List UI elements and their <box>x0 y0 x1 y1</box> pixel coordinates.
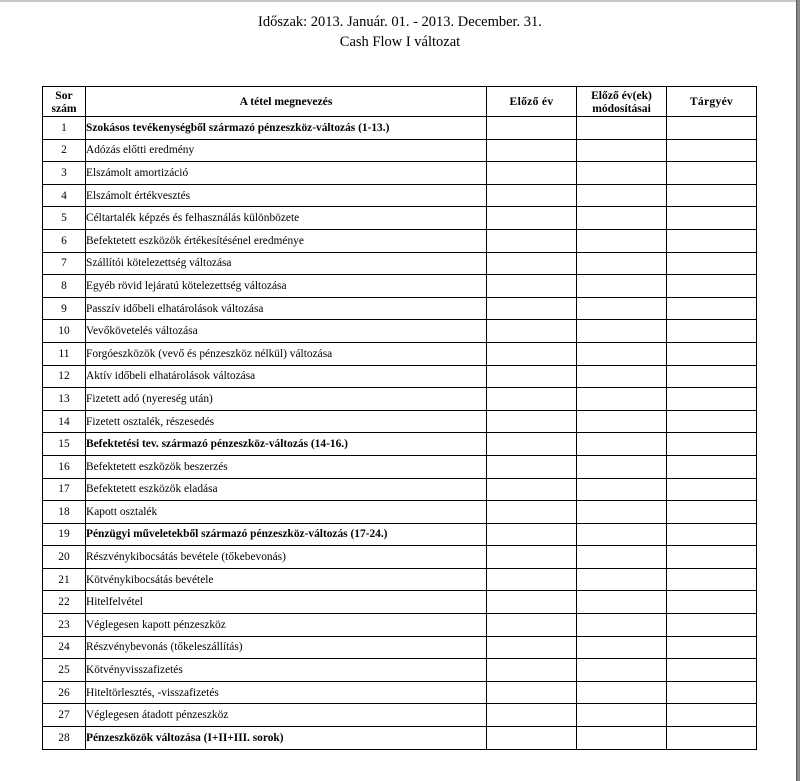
report-period: Időszak: 2013. Január. 01. - 2013. December. 31. <box>258 14 542 30</box>
modifications-cell[interactable] <box>577 433 667 456</box>
row-label: Befektetett eszközök eladása <box>86 478 487 501</box>
previous-year-cell[interactable] <box>487 162 577 185</box>
modifications-cell[interactable] <box>577 523 667 546</box>
row-number: 2 <box>43 139 86 162</box>
cash-flow-table <box>42 86 757 750</box>
current-year-cell[interactable] <box>667 139 757 162</box>
previous-year-cell[interactable] <box>487 614 577 637</box>
table-header-row <box>43 87 757 117</box>
row-number: 6 <box>43 229 86 252</box>
previous-year-cell[interactable] <box>487 659 577 682</box>
row-label: Vevőkövetelés változása <box>86 320 487 343</box>
table-row <box>43 681 757 704</box>
row-label: Egyéb rövid lejáratú kötelezettség változása <box>86 275 487 298</box>
row-number: 10 <box>43 320 86 343</box>
current-year-cell[interactable] <box>667 523 757 546</box>
row-label: Befektetési tev. származó pénzeszköz-változás (14-16.) <box>86 433 487 456</box>
table-row <box>43 139 757 162</box>
current-year-cell[interactable] <box>667 388 757 411</box>
table-row <box>43 297 757 320</box>
row-label: Kötvényvisszafizetés <box>86 659 487 682</box>
row-label: Szokásos tevékenységből származó pénzeszköz-változás (1-13.) <box>86 117 487 140</box>
table-row <box>43 546 757 569</box>
table-row <box>43 704 757 727</box>
row-number: 26 <box>43 681 86 704</box>
row-label: Elszámolt értékvesztés <box>86 184 487 207</box>
current-year-cell[interactable] <box>667 455 757 478</box>
row-label: Véglegesen átadott pénzeszköz <box>86 704 487 727</box>
row-label: Véglegesen kapott pénzeszköz <box>86 614 487 637</box>
previous-year-cell[interactable] <box>487 320 577 343</box>
table-row <box>43 252 757 275</box>
row-label: Befektetett eszközök beszerzés <box>86 455 487 478</box>
modifications-cell[interactable] <box>577 410 667 433</box>
row-label: Pénzügyi műveletekből származó pénzeszköz-változás (17-24.) <box>86 523 487 546</box>
row-label: Adózás előtti eredmény <box>86 139 487 162</box>
current-year-cell[interactable] <box>667 727 757 750</box>
modifications-cell[interactable] <box>577 365 667 388</box>
column-header-item-name: A tétel megnevezés <box>86 87 487 117</box>
table-body <box>43 117 757 750</box>
row-label: Kapott osztalék <box>86 501 487 524</box>
modifications-cell[interactable] <box>577 252 667 275</box>
current-year-cell[interactable] <box>667 410 757 433</box>
modifications-cell[interactable] <box>577 659 667 682</box>
previous-year-cell[interactable] <box>487 297 577 320</box>
previous-year-cell[interactable] <box>487 342 577 365</box>
current-year-cell[interactable] <box>667 681 757 704</box>
row-number: 23 <box>43 614 86 637</box>
current-year-cell[interactable] <box>667 433 757 456</box>
previous-year-cell[interactable] <box>487 252 577 275</box>
modifications-cell[interactable] <box>577 184 667 207</box>
table-row <box>43 614 757 637</box>
modifications-cell[interactable] <box>577 478 667 501</box>
row-number: 1 <box>43 117 86 140</box>
row-label: Részvénybevonás (tőkeleszállítás) <box>86 636 487 659</box>
row-label: Hiteltörlesztés, -visszafizetés <box>86 681 487 704</box>
report-header <box>0 13 800 52</box>
previous-year-cell[interactable] <box>487 388 577 411</box>
modifications-cell[interactable] <box>577 207 667 230</box>
table-row <box>43 275 757 298</box>
current-year-cell[interactable] <box>667 320 757 343</box>
current-year-cell[interactable] <box>667 614 757 637</box>
previous-year-cell[interactable] <box>487 207 577 230</box>
table-row <box>43 501 757 524</box>
current-year-cell[interactable] <box>667 162 757 185</box>
modifications-cell[interactable] <box>577 342 667 365</box>
table-row <box>43 455 757 478</box>
previous-year-cell[interactable] <box>487 365 577 388</box>
table-row <box>43 342 757 365</box>
row-label: Szállítói kötelezettség változása <box>86 252 487 275</box>
row-label: Kötvénykibocsátás bevétele <box>86 568 487 591</box>
current-year-cell[interactable] <box>667 117 757 140</box>
row-number: 3 <box>43 162 86 185</box>
table-row <box>43 117 757 140</box>
row-number: 7 <box>43 252 86 275</box>
modifications-cell[interactable] <box>577 727 667 750</box>
table-row <box>43 320 757 343</box>
column-header-previous-year: Előző év <box>487 87 577 117</box>
modifications-cell[interactable] <box>577 636 667 659</box>
row-label: Fizetett osztalék, részesedés <box>86 410 487 433</box>
table-row <box>43 162 757 185</box>
modifications-cell[interactable] <box>577 320 667 343</box>
row-label: Passzív időbeli elhatárolások változása <box>86 297 487 320</box>
current-year-cell[interactable] <box>667 275 757 298</box>
row-number: 16 <box>43 455 86 478</box>
modifications-cell[interactable] <box>577 229 667 252</box>
previous-year-cell[interactable] <box>487 704 577 727</box>
table-row <box>43 207 757 230</box>
row-number: 20 <box>43 546 86 569</box>
previous-year-cell[interactable] <box>487 455 577 478</box>
window-right-scrollbar[interactable] <box>796 0 800 781</box>
current-year-cell[interactable] <box>667 229 757 252</box>
modifications-cell[interactable] <box>577 139 667 162</box>
table-row <box>43 591 757 614</box>
modifications-cell[interactable] <box>577 546 667 569</box>
current-year-cell[interactable] <box>667 546 757 569</box>
modifications-cell[interactable] <box>577 614 667 637</box>
previous-year-cell[interactable] <box>487 546 577 569</box>
row-number: 24 <box>43 636 86 659</box>
row-number: 8 <box>43 275 86 298</box>
previous-year-cell[interactable] <box>487 229 577 252</box>
previous-year-cell[interactable] <box>487 410 577 433</box>
table-row <box>43 727 757 750</box>
row-label: Elszámolt amortizáció <box>86 162 487 185</box>
report-title: Cash Flow I változat <box>339 34 461 50</box>
row-label: Forgóeszközök (vevő és pénzeszköz nélkül) változása <box>86 342 487 365</box>
modifications-cell[interactable] <box>577 162 667 185</box>
table-row <box>43 365 757 388</box>
row-number: 28 <box>43 727 86 750</box>
modifications-cell[interactable] <box>577 704 667 727</box>
current-year-cell[interactable] <box>667 297 757 320</box>
row-number: 17 <box>43 478 86 501</box>
row-number: 12 <box>43 365 86 388</box>
modifications-cell[interactable] <box>577 117 667 140</box>
previous-year-cell[interactable] <box>487 591 577 614</box>
previous-year-cell[interactable] <box>487 433 577 456</box>
current-year-cell[interactable] <box>667 478 757 501</box>
window-top-edge <box>0 0 800 2</box>
row-number: 13 <box>43 388 86 411</box>
table-row <box>43 568 757 591</box>
row-label: Részvénykibocsátás bevétele (tőkebevonás) <box>86 546 487 569</box>
current-year-cell[interactable] <box>667 365 757 388</box>
row-number: 9 <box>43 297 86 320</box>
row-label: Aktív időbeli elhatárolások változása <box>86 365 487 388</box>
previous-year-cell[interactable] <box>487 139 577 162</box>
modifications-cell[interactable] <box>577 568 667 591</box>
current-year-cell[interactable] <box>667 568 757 591</box>
table-row <box>43 659 757 682</box>
modifications-cell[interactable] <box>577 297 667 320</box>
modifications-cell[interactable] <box>577 388 667 411</box>
current-year-cell[interactable] <box>667 207 757 230</box>
previous-year-cell[interactable] <box>487 523 577 546</box>
row-label: Fizetett adó (nyereség után) <box>86 388 487 411</box>
row-label: Hitelfelvétel <box>86 591 487 614</box>
table-row <box>43 478 757 501</box>
row-number: 22 <box>43 591 86 614</box>
previous-year-cell[interactable] <box>487 275 577 298</box>
modifications-cell[interactable] <box>577 681 667 704</box>
row-number: 5 <box>43 207 86 230</box>
row-label: Befektetett eszközök értékesítésénel eredménye <box>86 229 487 252</box>
column-header-previous-year-modifications: Előző év(ek) módosításai <box>577 87 667 117</box>
row-number: 15 <box>43 433 86 456</box>
current-year-cell[interactable] <box>667 636 757 659</box>
modifications-cell[interactable] <box>577 455 667 478</box>
previous-year-cell[interactable] <box>487 501 577 524</box>
row-number: 21 <box>43 568 86 591</box>
column-header-row-number: Sor szám <box>43 87 86 117</box>
current-year-cell[interactable] <box>667 342 757 365</box>
table-row <box>43 433 757 456</box>
current-year-cell[interactable] <box>667 252 757 275</box>
row-number: 19 <box>43 523 86 546</box>
row-number: 18 <box>43 501 86 524</box>
row-label: Céltartalék képzés és felhasználás különbözete <box>86 207 487 230</box>
modifications-cell[interactable] <box>577 501 667 524</box>
previous-year-cell[interactable] <box>487 184 577 207</box>
table-row <box>43 636 757 659</box>
previous-year-cell[interactable] <box>487 478 577 501</box>
table-row <box>43 229 757 252</box>
row-number: 14 <box>43 410 86 433</box>
table-row <box>43 410 757 433</box>
table-row <box>43 523 757 546</box>
current-year-cell[interactable] <box>667 659 757 682</box>
previous-year-cell[interactable] <box>487 681 577 704</box>
previous-year-cell[interactable] <box>487 636 577 659</box>
current-year-cell[interactable] <box>667 501 757 524</box>
modifications-cell[interactable] <box>577 275 667 298</box>
row-number: 27 <box>43 704 86 727</box>
modifications-cell[interactable] <box>577 591 667 614</box>
previous-year-cell[interactable] <box>487 568 577 591</box>
row-number: 4 <box>43 184 86 207</box>
table-row <box>43 184 757 207</box>
current-year-cell[interactable] <box>667 704 757 727</box>
previous-year-cell[interactable] <box>487 117 577 140</box>
row-label: Pénzeszközök változása (I+II+III. sorok) <box>86 727 487 750</box>
current-year-cell[interactable] <box>667 591 757 614</box>
previous-year-cell[interactable] <box>487 727 577 750</box>
row-number: 25 <box>43 659 86 682</box>
current-year-cell[interactable] <box>667 184 757 207</box>
column-header-current-year: Tárgyév <box>667 87 757 117</box>
table-row <box>43 388 757 411</box>
row-number: 11 <box>43 342 86 365</box>
